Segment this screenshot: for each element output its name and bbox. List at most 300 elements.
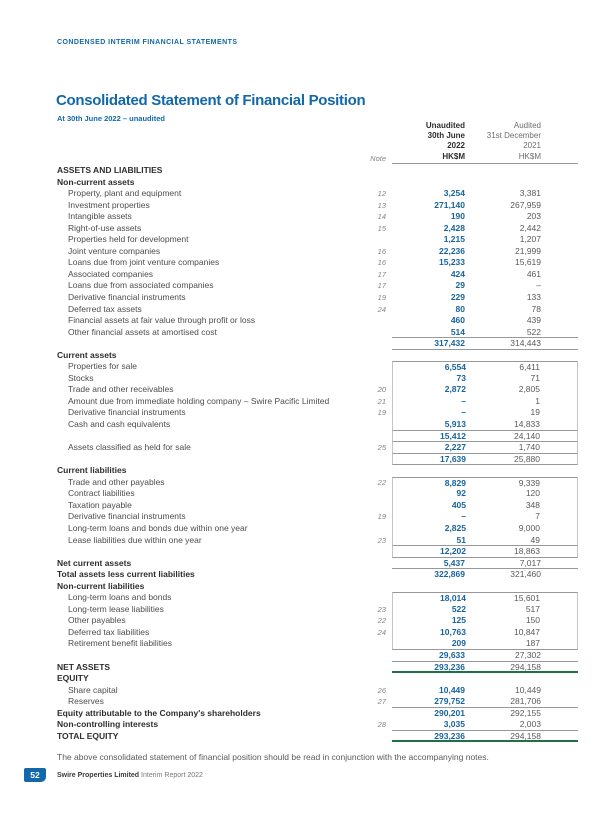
- table-row: [57, 685, 578, 697]
- row-label: Net current assets: [57, 557, 132, 568]
- row-label: Trade and other receivables: [68, 384, 174, 395]
- row-label: Taxation payable: [68, 499, 132, 510]
- row-label: Deferred tax assets: [68, 303, 142, 314]
- value-2022: 29: [455, 280, 465, 291]
- row-label: Long-term loans and bonds due within one year: [68, 522, 248, 533]
- row-label: Derivative financial instruments: [68, 292, 186, 303]
- value-2022: 271,140: [434, 199, 465, 210]
- value-2022: 322,869: [434, 569, 465, 580]
- value-2021: 150: [525, 615, 540, 626]
- page-number-badge: 52: [24, 768, 46, 782]
- row-note: [368, 569, 392, 581]
- row-amounts: [392, 431, 578, 443]
- row-amounts: [392, 558, 578, 570]
- row-note: 27: [377, 697, 386, 707]
- value-2022: 17,639: [440, 453, 466, 464]
- value-2022: [392, 673, 467, 685]
- row-note: 26: [377, 685, 386, 695]
- row-note: [368, 465, 392, 477]
- row-label: Current assets: [57, 349, 117, 360]
- row-note: 24: [377, 304, 386, 314]
- row-amounts: [392, 350, 578, 362]
- value-2021: 294,158: [510, 730, 541, 741]
- row-label: ASSETS AND LIABILITIES: [57, 165, 163, 175]
- value-2021: 21,999: [515, 245, 541, 256]
- value-2021: 1,740: [518, 442, 540, 453]
- value-2022: 1,215: [443, 234, 465, 245]
- row-note: [368, 361, 392, 373]
- row-amounts: [392, 361, 578, 373]
- value-2021: 517: [525, 603, 540, 614]
- row-amounts: [392, 454, 578, 466]
- row-note: 23: [377, 604, 386, 614]
- row-amounts: [392, 638, 578, 650]
- amount-column-headers: [392, 121, 578, 164]
- table-row: [57, 338, 578, 350]
- value-2021: 133: [526, 292, 541, 303]
- page-title: Consolidated Statement of Financial Position: [56, 92, 366, 109]
- value-2021: 1: [535, 395, 540, 406]
- table-row: [57, 304, 578, 316]
- value-2022: 2,872: [444, 384, 466, 395]
- row-amounts: [392, 327, 578, 339]
- row-note: 15: [377, 223, 386, 233]
- value-2021: 292,155: [510, 707, 541, 718]
- row-note: 16: [377, 246, 386, 256]
- value-2021: 294,158: [510, 661, 541, 672]
- row-amounts: [392, 581, 578, 593]
- row-label: Deferred tax liabilities: [68, 626, 150, 637]
- table-row: [57, 396, 578, 408]
- value-2021: [467, 350, 578, 362]
- table-row: [57, 431, 578, 443]
- value-2022: 3,254: [443, 188, 465, 199]
- value-2022: 15,233: [439, 257, 465, 268]
- row-label: Total assets less current liabilities: [57, 569, 195, 580]
- value-2022: 209: [451, 638, 466, 649]
- row-amounts: [392, 338, 578, 350]
- table-row: [57, 454, 578, 466]
- column-header-line: HK$M: [518, 151, 541, 161]
- row-label: Non-current liabilities: [57, 580, 145, 591]
- value-2021: 9,000: [518, 522, 540, 533]
- row-amounts: [392, 604, 578, 616]
- table-row: [57, 477, 578, 489]
- row-label: Joint venture companies: [68, 245, 161, 256]
- row-label: Long-term lease liabilities: [68, 603, 164, 614]
- value-2021: 25,880: [514, 453, 540, 464]
- row-note: 17: [377, 281, 386, 291]
- value-2022: 5,913: [444, 419, 466, 430]
- row-amounts: [392, 280, 578, 292]
- value-2021: 78: [531, 303, 541, 314]
- row-label: Associated companies: [68, 268, 154, 279]
- row-amounts: [392, 523, 578, 535]
- row-amounts: [392, 396, 578, 408]
- row-note: 19: [377, 293, 386, 303]
- row-label: Reserves: [68, 696, 104, 707]
- value-2021: 6,411: [519, 362, 540, 373]
- row-label: EQUITY: [57, 673, 89, 684]
- table-row: [57, 546, 578, 558]
- table-row: [57, 350, 578, 362]
- row-label: Properties for sale: [68, 361, 137, 372]
- value-2021: 49: [530, 534, 540, 545]
- row-label: Stocks: [68, 372, 94, 383]
- value-2022: [392, 581, 467, 593]
- row-note: [368, 662, 392, 674]
- row-label: Assets classified as held for sale: [68, 442, 191, 453]
- value-2022: –: [461, 407, 466, 418]
- row-amounts: [392, 546, 578, 558]
- row-amounts: [392, 234, 578, 246]
- table-row: [57, 604, 578, 616]
- row-amounts: [392, 200, 578, 212]
- table-row: [57, 581, 578, 593]
- footer-text: Interim Report 2022: [141, 772, 203, 779]
- row-note: [368, 315, 392, 327]
- value-2021: 27,302: [515, 649, 541, 660]
- value-2022: 80: [455, 303, 465, 314]
- row-note: 19: [377, 512, 386, 522]
- row-note: 16: [377, 258, 386, 268]
- value-2021: 348: [525, 499, 540, 510]
- row-label: Investment properties: [68, 199, 150, 210]
- row-note: 13: [377, 200, 386, 210]
- row-note: [368, 673, 392, 685]
- table-rows: [57, 165, 578, 742]
- value-2022: 3,035: [443, 719, 465, 730]
- table-row: [57, 592, 578, 604]
- value-2022: 18,014: [440, 593, 466, 604]
- value-2022: 279,752: [434, 696, 465, 707]
- row-label: Loans due from joint venture companies: [68, 257, 220, 268]
- row-note: [368, 638, 392, 650]
- value-2021: 7: [535, 511, 540, 522]
- row-amounts: [392, 292, 578, 304]
- value-2021: 24,140: [514, 430, 540, 441]
- row-amounts: [392, 477, 578, 489]
- row-amounts: [392, 269, 578, 281]
- row-amounts: [392, 419, 578, 431]
- footer-brand: Swire Properties Limited: [57, 772, 140, 779]
- row-label: [57, 454, 368, 466]
- value-2022: 12,202: [440, 546, 466, 557]
- value-2021: 2,003: [519, 719, 541, 730]
- row-label: [57, 546, 368, 558]
- row-label: TOTAL EQUITY: [57, 730, 119, 741]
- row-amounts: [392, 650, 578, 662]
- row-label: Equity attributable to the Company's shareholders: [57, 707, 261, 718]
- row-note: 22: [377, 616, 386, 626]
- table-row: [57, 615, 578, 627]
- table-row: [57, 223, 578, 235]
- column-header-line: 2021: [523, 141, 541, 151]
- row-label: Share capital: [68, 684, 118, 695]
- table-row: [57, 327, 578, 339]
- table-row: [57, 662, 578, 674]
- row-note: 22: [377, 477, 386, 487]
- row-label: Properties held for development: [68, 234, 189, 245]
- value-2021: 15,601: [514, 593, 540, 604]
- table-row: [57, 696, 578, 708]
- table-row: [57, 558, 578, 570]
- value-2022: 317,432: [434, 338, 465, 349]
- value-2021: 314,443: [510, 338, 541, 349]
- value-2021: 1,207: [519, 234, 541, 245]
- table-row: [57, 523, 578, 535]
- row-note: [368, 581, 392, 593]
- value-2022: 2,428: [443, 222, 465, 233]
- row-amounts: [392, 592, 578, 604]
- row-note: [368, 177, 392, 189]
- value-2021: 71: [530, 372, 540, 383]
- table-row: [57, 200, 578, 212]
- row-label: [57, 650, 368, 662]
- value-2022: 405: [451, 499, 466, 510]
- value-2021: 187: [525, 638, 540, 649]
- row-label: [57, 338, 368, 350]
- value-2022: 10,763: [440, 626, 466, 637]
- row-amounts: [392, 211, 578, 223]
- value-2021: [467, 581, 578, 593]
- row-label: Other financial assets at amortised cost: [68, 326, 217, 337]
- row-amounts: [392, 223, 578, 235]
- row-label: Financial assets at fair value through profit or loss: [68, 315, 256, 326]
- value-2022: 293,236: [434, 730, 465, 741]
- row-amounts: [392, 696, 578, 708]
- row-amounts: [392, 673, 578, 685]
- table-row: [57, 280, 578, 292]
- row-amounts: [392, 569, 578, 581]
- row-label: Right-of-use assets: [68, 222, 142, 233]
- row-note: [368, 708, 392, 720]
- row-note: 21: [377, 396, 386, 406]
- table-row: [57, 731, 578, 743]
- value-2022: 5,437: [443, 557, 465, 568]
- row-note: [368, 546, 392, 558]
- table-row: [57, 373, 578, 385]
- row-note: 23: [377, 535, 386, 545]
- table-row: [57, 419, 578, 431]
- row-label: Current liabilities: [57, 465, 127, 476]
- table-row: [57, 638, 578, 650]
- row-amounts: [392, 500, 578, 512]
- table-row: [57, 234, 578, 246]
- row-note: [368, 338, 392, 350]
- value-2022: 6,554: [444, 362, 466, 373]
- row-amounts: [392, 304, 578, 316]
- row-note: [368, 488, 392, 500]
- table-header: [368, 121, 578, 164]
- table-row: [57, 708, 578, 720]
- value-2021: 19: [530, 407, 540, 418]
- table-row: [57, 535, 578, 547]
- row-label: Cash and cash equivalents: [68, 419, 171, 430]
- footnote: The above consolidated statement of financial position should be read in conjunction with the accompanying notes.: [57, 752, 489, 762]
- row-label: Amount due from immediate holding company – Swire Pacific Limited: [68, 395, 330, 406]
- row-label: [57, 431, 368, 443]
- row-label: Lease liabilities due within one year: [68, 534, 202, 545]
- table-row: [57, 361, 578, 373]
- column-header-line: HK$M: [442, 151, 465, 161]
- value-2021: 2,805: [518, 384, 540, 395]
- value-2022: –: [461, 511, 466, 522]
- value-2021: –: [536, 280, 541, 291]
- value-2022: 22,236: [439, 245, 465, 256]
- table-row: [57, 627, 578, 639]
- row-amounts: [392, 627, 578, 639]
- row-label: Loans due from associated companies: [68, 280, 214, 291]
- value-2022: 293,236: [434, 661, 465, 672]
- value-2022: 190: [450, 211, 465, 222]
- value-2021: 321,460: [510, 569, 541, 580]
- row-amounts: [392, 511, 578, 523]
- row-amounts: [392, 731, 578, 743]
- value-2022: 29,633: [439, 649, 465, 660]
- row-note: [368, 592, 392, 604]
- row-label: Non-current assets: [57, 176, 135, 187]
- value-2021: [467, 165, 578, 177]
- row-amounts: [392, 708, 578, 720]
- table-row: [57, 315, 578, 327]
- row-note: [368, 234, 392, 246]
- row-note: 12: [377, 189, 386, 199]
- row-amounts: [392, 257, 578, 269]
- row-note: [368, 373, 392, 385]
- table-row: [57, 269, 578, 281]
- table-row: [57, 500, 578, 512]
- row-note: [368, 165, 392, 177]
- value-2021: 18,863: [514, 546, 540, 557]
- report-footer: [57, 772, 203, 779]
- column-header-line: Unaudited: [425, 121, 465, 130]
- row-label: Intangible assets: [68, 211, 132, 222]
- table-row: [57, 488, 578, 500]
- table-row: [57, 188, 578, 200]
- table-row: [57, 569, 578, 581]
- row-note: [368, 500, 392, 512]
- row-note: [368, 431, 392, 443]
- row-note: [368, 350, 392, 362]
- column-header-line: 2022: [447, 141, 465, 151]
- row-amounts: [392, 488, 578, 500]
- value-2021: 10,847: [514, 626, 540, 637]
- table-row: [57, 650, 578, 662]
- value-2021: 2,442: [519, 222, 541, 233]
- table-row: [57, 246, 578, 258]
- row-amounts: [392, 177, 578, 189]
- row-amounts: [392, 407, 578, 419]
- value-2021: 267,959: [510, 199, 541, 210]
- table-row: [57, 257, 578, 269]
- value-2021: [467, 177, 578, 189]
- value-2022: 522: [451, 603, 466, 614]
- row-note: [368, 523, 392, 535]
- value-2022: 2,227: [444, 442, 466, 453]
- value-2022: 2,825: [444, 522, 466, 533]
- value-2022: 10,449: [439, 684, 465, 695]
- row-note: [368, 650, 392, 662]
- row-amounts: [392, 465, 578, 477]
- row-label: Derivative financial instruments: [68, 511, 186, 522]
- value-2021: 15,619: [515, 257, 541, 268]
- row-note: 24: [377, 627, 386, 637]
- value-2021: 9,339: [518, 477, 540, 488]
- value-2022: 514: [450, 326, 465, 337]
- page-subtitle: At 30th June 2022 – unaudited: [57, 114, 165, 123]
- row-note: [368, 731, 392, 743]
- value-2022: 229: [450, 292, 465, 303]
- value-2022: 51: [456, 534, 466, 545]
- value-2021: 522: [526, 326, 541, 337]
- column-header-line: 31st December: [486, 131, 541, 141]
- row-label: Long-term loans and bonds: [68, 592, 172, 603]
- table-row: [57, 673, 578, 685]
- value-2022: 424: [450, 268, 465, 279]
- row-amounts: [392, 685, 578, 697]
- table-row: [57, 511, 578, 523]
- value-2022: [392, 165, 467, 177]
- row-note: 28: [377, 720, 386, 730]
- value-2022: 92: [456, 488, 466, 499]
- table-row: [57, 292, 578, 304]
- value-2022: 15,412: [440, 430, 466, 441]
- row-amounts: [392, 246, 578, 258]
- value-2021: 3,381: [519, 188, 541, 199]
- value-2021: 281,706: [510, 696, 541, 707]
- row-label: Other payables: [68, 615, 126, 626]
- value-2022: [392, 465, 467, 477]
- value-2022: 8,829: [444, 477, 466, 488]
- column-header-2021: [467, 121, 578, 162]
- value-2022: 460: [450, 315, 465, 326]
- row-amounts: [392, 384, 578, 396]
- row-amounts: [392, 442, 578, 454]
- value-2021: 120: [525, 488, 540, 499]
- value-2021: 461: [526, 268, 541, 279]
- table-row: [57, 211, 578, 223]
- table-row: [57, 465, 578, 477]
- row-note: 19: [377, 408, 386, 418]
- row-label: Trade and other payables: [68, 476, 165, 487]
- value-2022: [392, 177, 467, 189]
- row-amounts: [392, 615, 578, 627]
- row-note: 25: [377, 443, 386, 453]
- value-2022: –: [461, 395, 466, 406]
- column-header-line: Audited: [513, 121, 541, 130]
- row-label: Non-controlling interests: [57, 719, 159, 730]
- table-row: [57, 442, 578, 454]
- section-eyebrow: CONDENSED INTERIM FINANCIAL STATEMENTS: [57, 39, 238, 46]
- row-label: Retirement benefit liabilities: [68, 638, 172, 649]
- column-header-line: 30th June: [427, 131, 465, 141]
- value-2021: [467, 673, 578, 685]
- row-amounts: [392, 373, 578, 385]
- row-label: Property, plant and equipment: [68, 188, 182, 199]
- row-note: 20: [377, 385, 386, 395]
- value-2021: 203: [526, 211, 541, 222]
- value-2022: [392, 350, 467, 362]
- row-label: NET ASSETS: [57, 661, 111, 672]
- column-header-2022: [392, 121, 467, 162]
- row-note: [368, 454, 392, 466]
- table-row: [57, 165, 578, 177]
- row-amounts: [392, 188, 578, 200]
- row-amounts: [392, 535, 578, 547]
- row-note: 17: [377, 269, 386, 279]
- value-2021: 7,017: [519, 557, 541, 568]
